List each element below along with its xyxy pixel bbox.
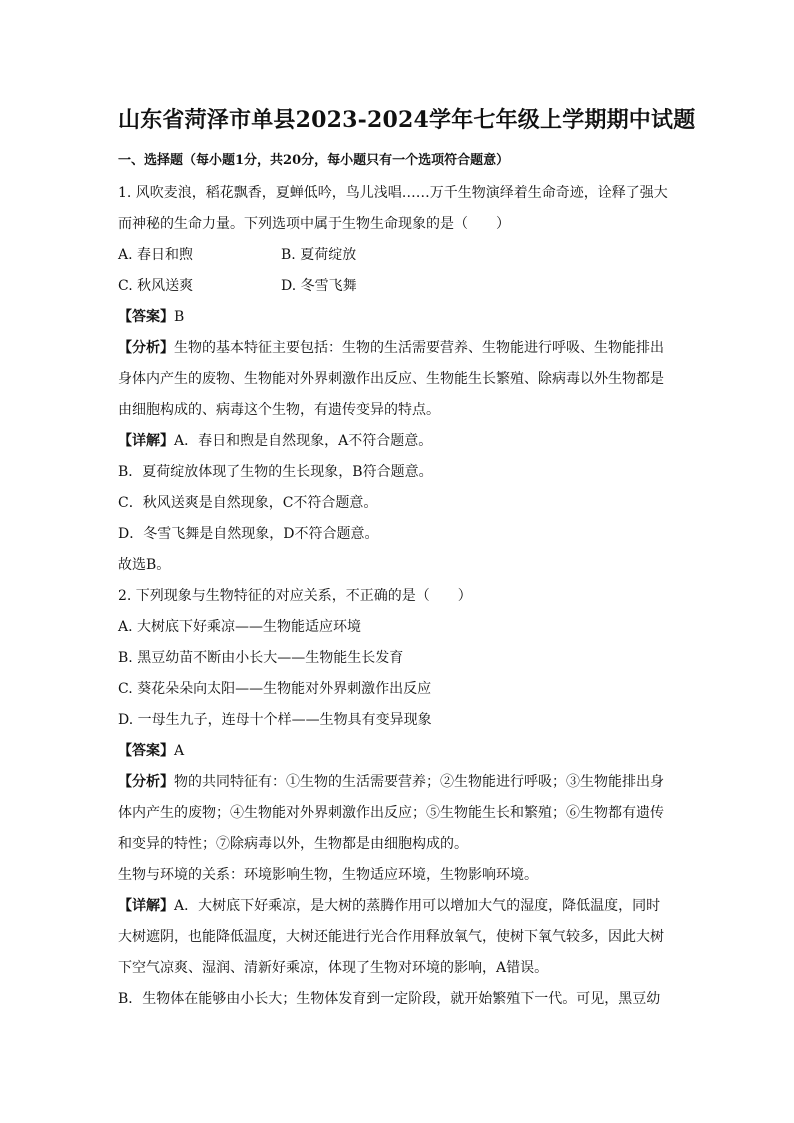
q1-answer-tag: 【答案】 <box>118 309 174 325</box>
q1-answer-value: B <box>174 309 185 325</box>
q2-analysis-line3: 和变异的特性；⑦除病毒以外，生物都是由细胞构成的。 <box>118 836 468 852</box>
q1-option-b: B. 夏荷绽放 <box>281 247 357 263</box>
section-heading: 一、选择题（每小题1分，共20分，每小题只有一个选项符合题意） <box>118 153 510 168</box>
q1-stem-line1: 1. 风吹麦浪，稻花飘香，夏蝉低吟，鸟儿浅唱……万千生物演绎着生命奇迹，诠释了强大 <box>118 185 668 201</box>
q1-analysis-text1: 生物的基本特征主要包括：生物的生活需要营养、生物能进行呼吸、生物能排出 <box>174 340 664 356</box>
q2-option-b: B. 黑豆幼苗不断由小长大——生物能生长发育 <box>118 650 404 666</box>
q1-stem-line2: 而神秘的生命力量。下列选项中属于生物生命现象的是（ ） <box>118 216 510 232</box>
q2-detail-a-line2: 大树遮阴，也能降低温度，大树还能进行光合作用释放氧气，使树下氧气较多，因此大树 <box>118 929 664 945</box>
q1-option-c: C. 秋风送爽 <box>118 278 194 294</box>
q2-answer-value: A <box>174 743 185 759</box>
q2-detail-a-line3: 下空气凉爽、湿润、清新好乘凉，体现了生物对环境的影响，A错误。 <box>118 960 549 976</box>
q1-analysis-line1 <box>118 333 678 364</box>
q2-option-c: C. 葵花朵朵向太阳——生物能对外界刺激作出反应 <box>118 681 432 697</box>
q1-detail-b: B．夏荷绽放体现了生物的生长现象，B符合题意。 <box>118 464 433 480</box>
q1-detail-a-text: A．春日和煦是自然现象，A不符合题意。 <box>174 433 433 449</box>
q2-stem: 2. 下列现象与生物特征的对应关系，不正确的是（ ） <box>118 588 472 604</box>
q1-analysis-tag: 【分析】 <box>118 340 174 356</box>
q2-option-a: A. 大树底下好乘凉——生物能适应环境 <box>118 619 362 635</box>
q1-detail-tag: 【详解】 <box>118 433 174 449</box>
q1-detail-d: D．冬雪飞舞是自然现象，D不符合题意。 <box>118 526 379 542</box>
q1-detail-a <box>118 426 678 457</box>
q1-option-d: D. 冬雪飞舞 <box>281 278 357 294</box>
q1-conclusion: 故选B。 <box>118 557 171 573</box>
document-page <box>118 100 696 1015</box>
q2-detail-a-text1: A．大树底下好乘凉，是大树的蒸腾作用可以增加大气的湿度，降低温度，同时 <box>174 898 661 914</box>
q2-analysis-line2: 体内产生的废物；④生物能对外界刺激作出反应；⑤生物能生长和繁殖；⑥生物都有遗传 <box>118 805 664 821</box>
q2-detail-tag: 【详解】 <box>118 898 174 914</box>
q2-option-d: D. 一母生九子，连母十个样——生物具有变异现象 <box>118 712 432 728</box>
q1-analysis-line3: 由细胞构成的、病毒这个生物，有遗传变异的特点。 <box>118 402 440 418</box>
page-title: 山东省菏泽市单县2023-2024学年七年级上学期期中试题 <box>118 107 696 133</box>
q2-answer-tag: 【答案】 <box>118 743 174 759</box>
q1-analysis-line2: 身体内产生的废物、生物能对外界刺激作出反应、生物能生长繁殖、除病毒以外生物都是 <box>118 371 664 387</box>
q1-detail-c: C．秋风送爽是自然现象，C不符合题意。 <box>118 495 378 511</box>
q2-answer <box>118 736 678 767</box>
q2-detail-b-line1: B．生物体在能够由小长大；生物体发育到一定阶段，就开始繁殖下一代。可见，黑豆幼 <box>118 991 661 1007</box>
q1-options-row1 <box>118 240 678 271</box>
q1-option-a: A. 春日和煦 <box>118 247 194 263</box>
q2-analysis-text1: 物的共同特征有：①生物的生活需要营养；②生物能进行呼吸；③生物能排出身 <box>174 774 664 790</box>
q1-options-row2 <box>118 271 678 302</box>
q2-analysis-line1 <box>118 767 678 798</box>
question-2 <box>118 581 678 1015</box>
question-1 <box>118 178 678 581</box>
q2-relation: 生物与环境的关系：环境影响生物，生物适应环境，生物影响环境。 <box>118 867 538 883</box>
q1-answer <box>118 302 678 333</box>
q2-analysis-tag: 【分析】 <box>118 774 174 790</box>
q2-detail-a-line1 <box>118 891 678 922</box>
